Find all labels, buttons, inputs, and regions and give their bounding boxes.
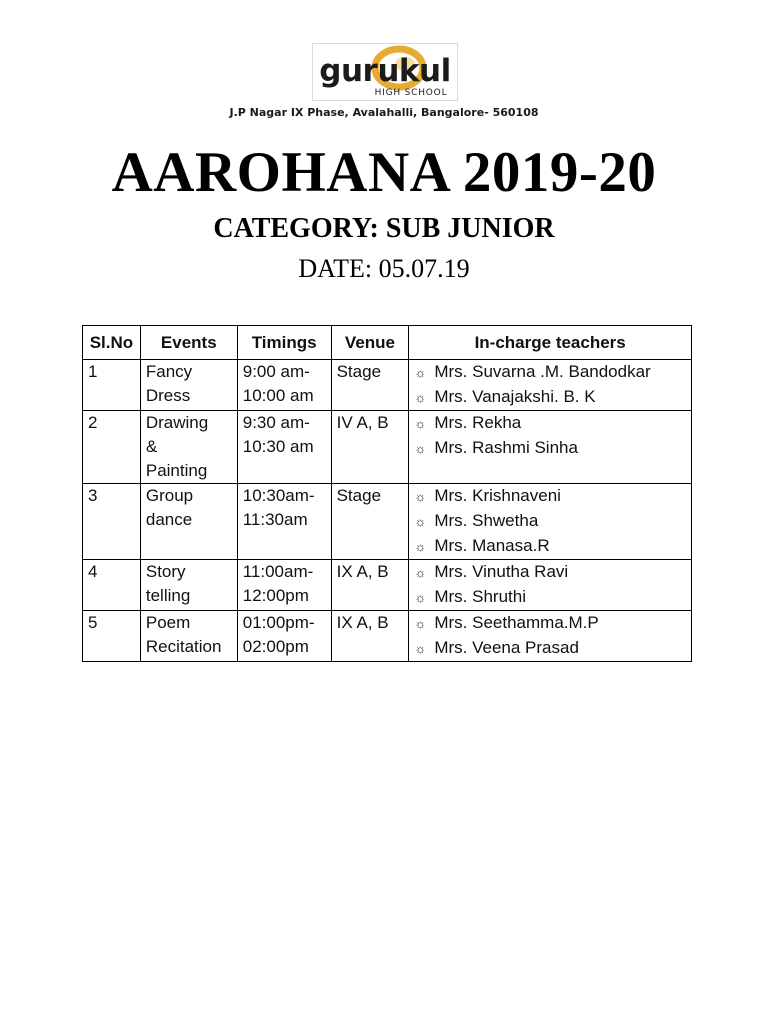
teacher-item <box>414 509 687 534</box>
sun-outline-icon: ☼ <box>414 489 427 504</box>
timing-line: 9:00 am- <box>242 362 310 381</box>
event-name-line: telling <box>145 586 191 605</box>
category-heading: CATEGORY: SUB JUNIOR <box>213 213 555 244</box>
cell-event <box>140 611 237 662</box>
cell-venue: IX A, B <box>331 611 409 662</box>
cell-timing <box>237 411 331 484</box>
teacher-name: Mrs. Shruthi <box>434 587 526 606</box>
sun-outline-icon: ☼ <box>414 365 427 380</box>
cell-teachers <box>409 560 692 611</box>
timing-line: 02:00pm <box>242 637 309 656</box>
table-row <box>83 611 692 662</box>
table-header-row <box>83 326 692 360</box>
page-title: AAROHANA 2019-20 <box>111 141 657 204</box>
teacher-item <box>414 611 687 636</box>
timing-line: 11:00am- <box>242 562 314 581</box>
teacher-name: Mrs. Vinutha Ravi <box>434 562 569 581</box>
cell-timing <box>237 611 331 662</box>
table-row <box>83 360 692 411</box>
sun-outline-icon: ☼ <box>414 416 427 431</box>
header-timings: Timings <box>237 326 331 360</box>
table-row <box>83 560 692 611</box>
cell-slno: 3 <box>83 484 141 560</box>
header-venue: Venue <box>331 326 409 360</box>
timing-line: 10:00 am <box>242 386 314 405</box>
table-row <box>83 411 692 484</box>
teacher-item <box>414 636 687 661</box>
cell-teachers <box>409 360 692 411</box>
cell-event <box>140 560 237 611</box>
teacher-name: Mrs. Vanajakshi. B. K <box>434 387 596 406</box>
teacher-item <box>414 436 687 461</box>
teacher-name: Mrs. Krishnaveni <box>434 486 561 505</box>
teacher-name: Mrs. Manasa.R <box>434 536 550 555</box>
event-name-line: Drawing <box>145 413 209 432</box>
teacher-name: Mrs. Suvarna .M. Bandodkar <box>434 362 651 381</box>
timing-line: 01:00pm- <box>242 613 315 632</box>
teacher-name: Mrs. Seethamma.M.P <box>434 613 599 632</box>
teacher-item <box>414 560 687 585</box>
cell-timing <box>237 360 331 411</box>
cell-slno: 2 <box>83 411 141 484</box>
timing-line: 9:30 am- <box>242 413 310 432</box>
cell-venue: Stage <box>331 360 409 411</box>
event-name-line: Painting <box>145 461 208 480</box>
logo-brand-text: gurukul <box>319 53 451 89</box>
teacher-item <box>414 484 687 509</box>
teacher-item <box>414 360 687 385</box>
teacher-item <box>414 585 687 610</box>
sun-outline-icon: ☼ <box>414 641 427 656</box>
timing-line: 12:00pm <box>242 586 309 605</box>
teacher-name: Mrs. Veena Prasad <box>434 638 579 657</box>
timing-line: 10:30 am <box>242 437 314 456</box>
event-date: DATE: 05.07.19 <box>298 254 470 283</box>
timing-line: 11:30am <box>242 510 308 529</box>
logo-graphic <box>313 44 457 100</box>
schedule-table <box>82 325 692 662</box>
cell-venue: IV A, B <box>331 411 409 484</box>
cell-timing <box>237 484 331 560</box>
header-incharge-teachers: In-charge teachers <box>409 326 692 360</box>
teacher-item <box>414 534 687 559</box>
table-row <box>83 484 692 560</box>
cell-slno: 1 <box>83 360 141 411</box>
logo-sub-text: HIGH SCHOOL <box>374 88 448 98</box>
schedule-table-body <box>83 360 692 662</box>
cell-venue: Stage <box>331 484 409 560</box>
event-name-line: dance <box>145 510 193 529</box>
event-name-line: Poem <box>145 613 191 632</box>
cell-teachers <box>409 411 692 484</box>
cell-event <box>140 411 237 484</box>
cell-teachers <box>409 611 692 662</box>
event-name-line: Story <box>145 562 186 581</box>
event-name-line: Fancy <box>145 362 193 381</box>
school-logo <box>312 43 458 101</box>
sun-outline-icon: ☼ <box>414 590 427 605</box>
teacher-item <box>414 385 687 410</box>
sun-outline-icon: ☼ <box>414 565 427 580</box>
teacher-name: Mrs. Shwetha <box>434 511 539 530</box>
sun-outline-icon: ☼ <box>414 539 427 554</box>
header-events: Events <box>140 326 237 360</box>
school-address: J.P Nagar IX Phase, Avalahalli, Bangalore- 560108 <box>229 106 539 119</box>
cell-teachers <box>409 484 692 560</box>
event-name-line: & <box>145 437 158 456</box>
sun-outline-icon: ☼ <box>414 441 427 456</box>
timing-line: 10:30am- <box>242 486 315 505</box>
event-name-line: Recitation <box>145 637 222 656</box>
teacher-name: Mrs. Rekha <box>434 413 522 432</box>
teacher-name: Mrs. Rashmi Sinha <box>434 438 578 457</box>
sun-outline-icon: ☼ <box>414 616 427 631</box>
cell-slno: 4 <box>83 560 141 611</box>
event-name-line: Group <box>145 486 194 505</box>
cell-event <box>140 484 237 560</box>
event-name-line: Dress <box>145 386 191 405</box>
header-slno: Sl.No <box>83 326 141 360</box>
teacher-item <box>414 411 687 436</box>
cell-venue: IX A, B <box>331 560 409 611</box>
sun-outline-icon: ☼ <box>414 390 427 405</box>
cell-event <box>140 360 237 411</box>
cell-slno: 5 <box>83 611 141 662</box>
cell-timing <box>237 560 331 611</box>
sun-outline-icon: ☼ <box>414 514 427 529</box>
